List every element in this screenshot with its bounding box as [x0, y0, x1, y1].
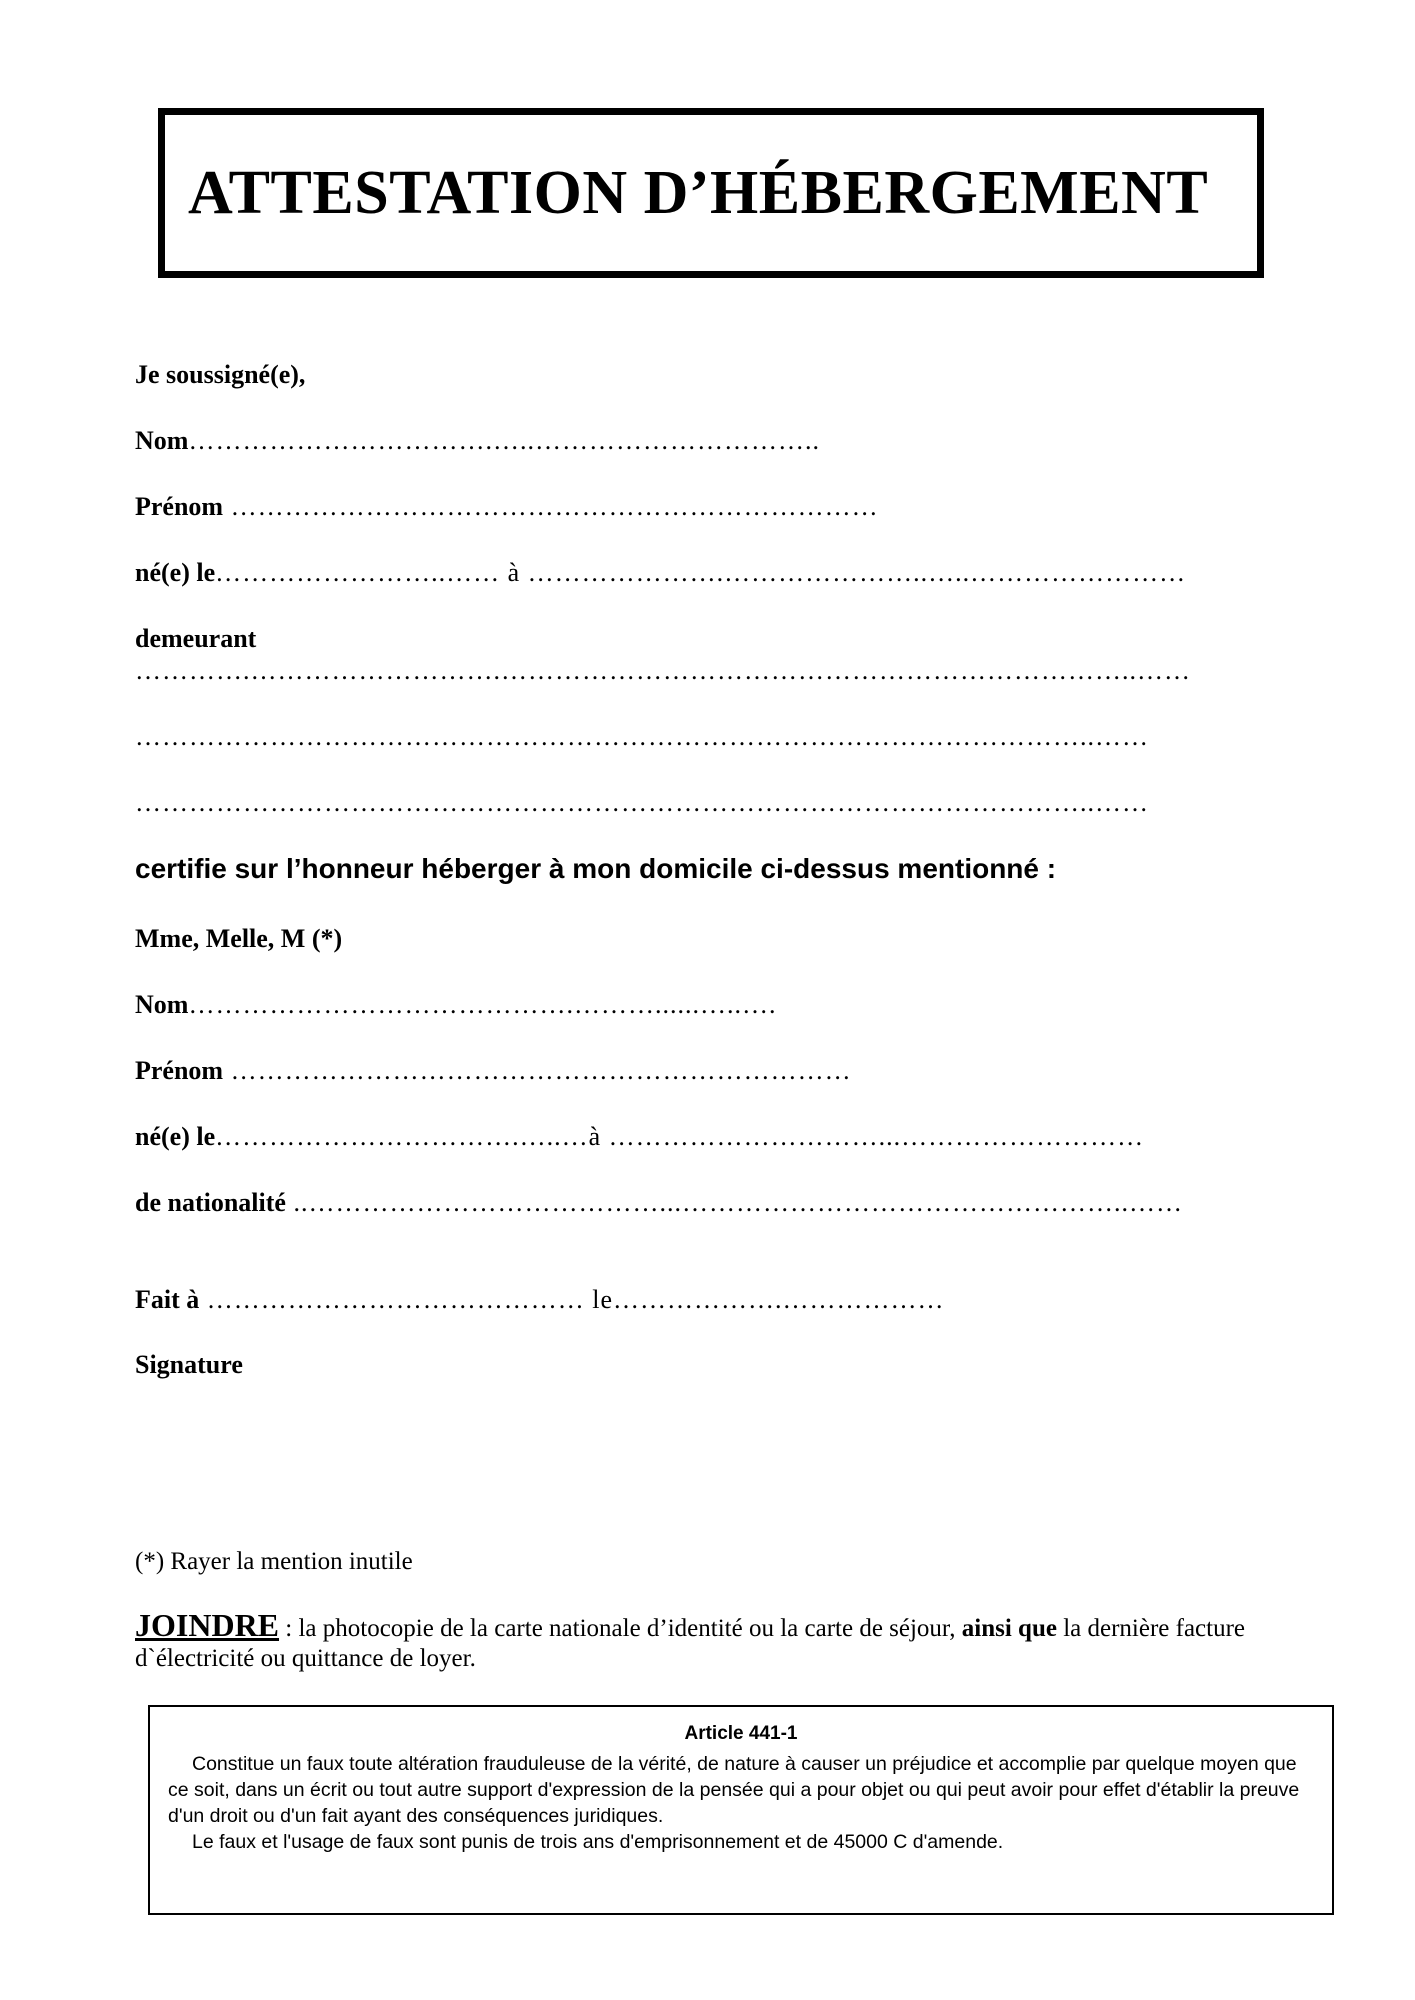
guest-civilite[interactable]: Mme, Melle, M (*) — [135, 924, 343, 953]
intro-text: Je soussigné(e), — [135, 360, 306, 389]
certification-statement: certifie sur l’honneur héberger à mon domicile ci-dessus mentionné : — [135, 853, 1057, 884]
guest-birth-label: né(e) le — [135, 1122, 216, 1151]
host-prenom-field[interactable]: ……………………………………………………………… — [223, 492, 879, 521]
host-birth-row — [135, 558, 1186, 588]
page-title: ATTESTATION D’HÉBERGEMENT — [188, 159, 1209, 227]
host-nom-row — [135, 426, 820, 456]
demeurant-label: demeurant — [135, 624, 257, 653]
host-birth-label: né(e) le — [135, 558, 216, 587]
guest-prenom-row — [135, 1056, 852, 1086]
fait-label: Fait à — [135, 1285, 200, 1314]
guest-nom-row — [135, 990, 776, 1020]
joindre-text-after: la dernière facture d`électricité ou quittance de loyer. — [135, 1615, 1246, 1672]
guest-nom-field[interactable]: …………………………………….………......…..…. — [188, 990, 777, 1019]
guest-prenom-label: Prénom — [135, 1056, 224, 1085]
fait-row — [135, 1285, 945, 1315]
host-prenom-label: Prénom — [135, 492, 224, 521]
article-paragraph-1: Constitue un faux toute altération frauduleuse de la vérité, de nature à causer un préjudice et accomplie par quelque moyen que ce soit, dans un écrit ou tout autre support d'expression de la pensée qui a pour objet ou qui peut avoir pour effet d'établir la preuve d'un droit ou d'un fait ayant des conséquences juridiques. — [168, 1753, 1300, 1827]
joindre-heading: JOINDRE — [135, 1607, 280, 1643]
footnote: (*) Rayer la mention inutile — [135, 1548, 413, 1575]
article-title: Article 441-1 — [684, 1723, 798, 1744]
joindre-text-before: : la photocopie de la carte nationale d’identité ou la carte de séjour, — [279, 1615, 962, 1642]
article-box — [148, 1705, 1334, 1915]
guest-birth-row — [135, 1122, 1144, 1152]
joindre-paragraph — [135, 1607, 1295, 1674]
guest-prenom-field[interactable]: …………………………………………………………… — [223, 1056, 852, 1085]
address-line-1[interactable]: ………….……………………….……………………………………………………………..…… — [135, 656, 1191, 685]
host-nom-label: Nom — [135, 426, 189, 455]
guest-nationality-row — [135, 1188, 1183, 1218]
host-prenom-row — [135, 492, 879, 522]
article-paragraph-2: Le faux et l'usage de faux sont punis de trois ans d'emprisonnement et de 45000 C d'amende. — [192, 1831, 1004, 1853]
guest-nationality-field[interactable]: ..…………………………………...…………………………………………..…… — [285, 1188, 1183, 1217]
guest-nationality-label: de nationalité — [135, 1188, 286, 1217]
host-nom-field[interactable]: …………………………….…..………………………….. — [188, 426, 820, 455]
address-line-2[interactable]: ……………………………………………………………………………………………..…… — [135, 722, 1149, 751]
joindre-bold-text: ainsi que — [961, 1615, 1057, 1642]
fait-field[interactable]: …………………………………… le……………….……………… — [199, 1285, 945, 1314]
signature-label: Signature — [135, 1350, 243, 1379]
host-birth-field[interactable]: ……………………..…… à ………………….…………………..…..…………………… — [215, 558, 1187, 587]
address-line-3[interactable]: ……………………………………………………………………………………………..…… — [135, 788, 1149, 817]
guest-nom-label: Nom — [135, 990, 189, 1019]
guest-birth-field[interactable]: …………………………….…..…à …………………………...……………………… — [215, 1122, 1145, 1151]
